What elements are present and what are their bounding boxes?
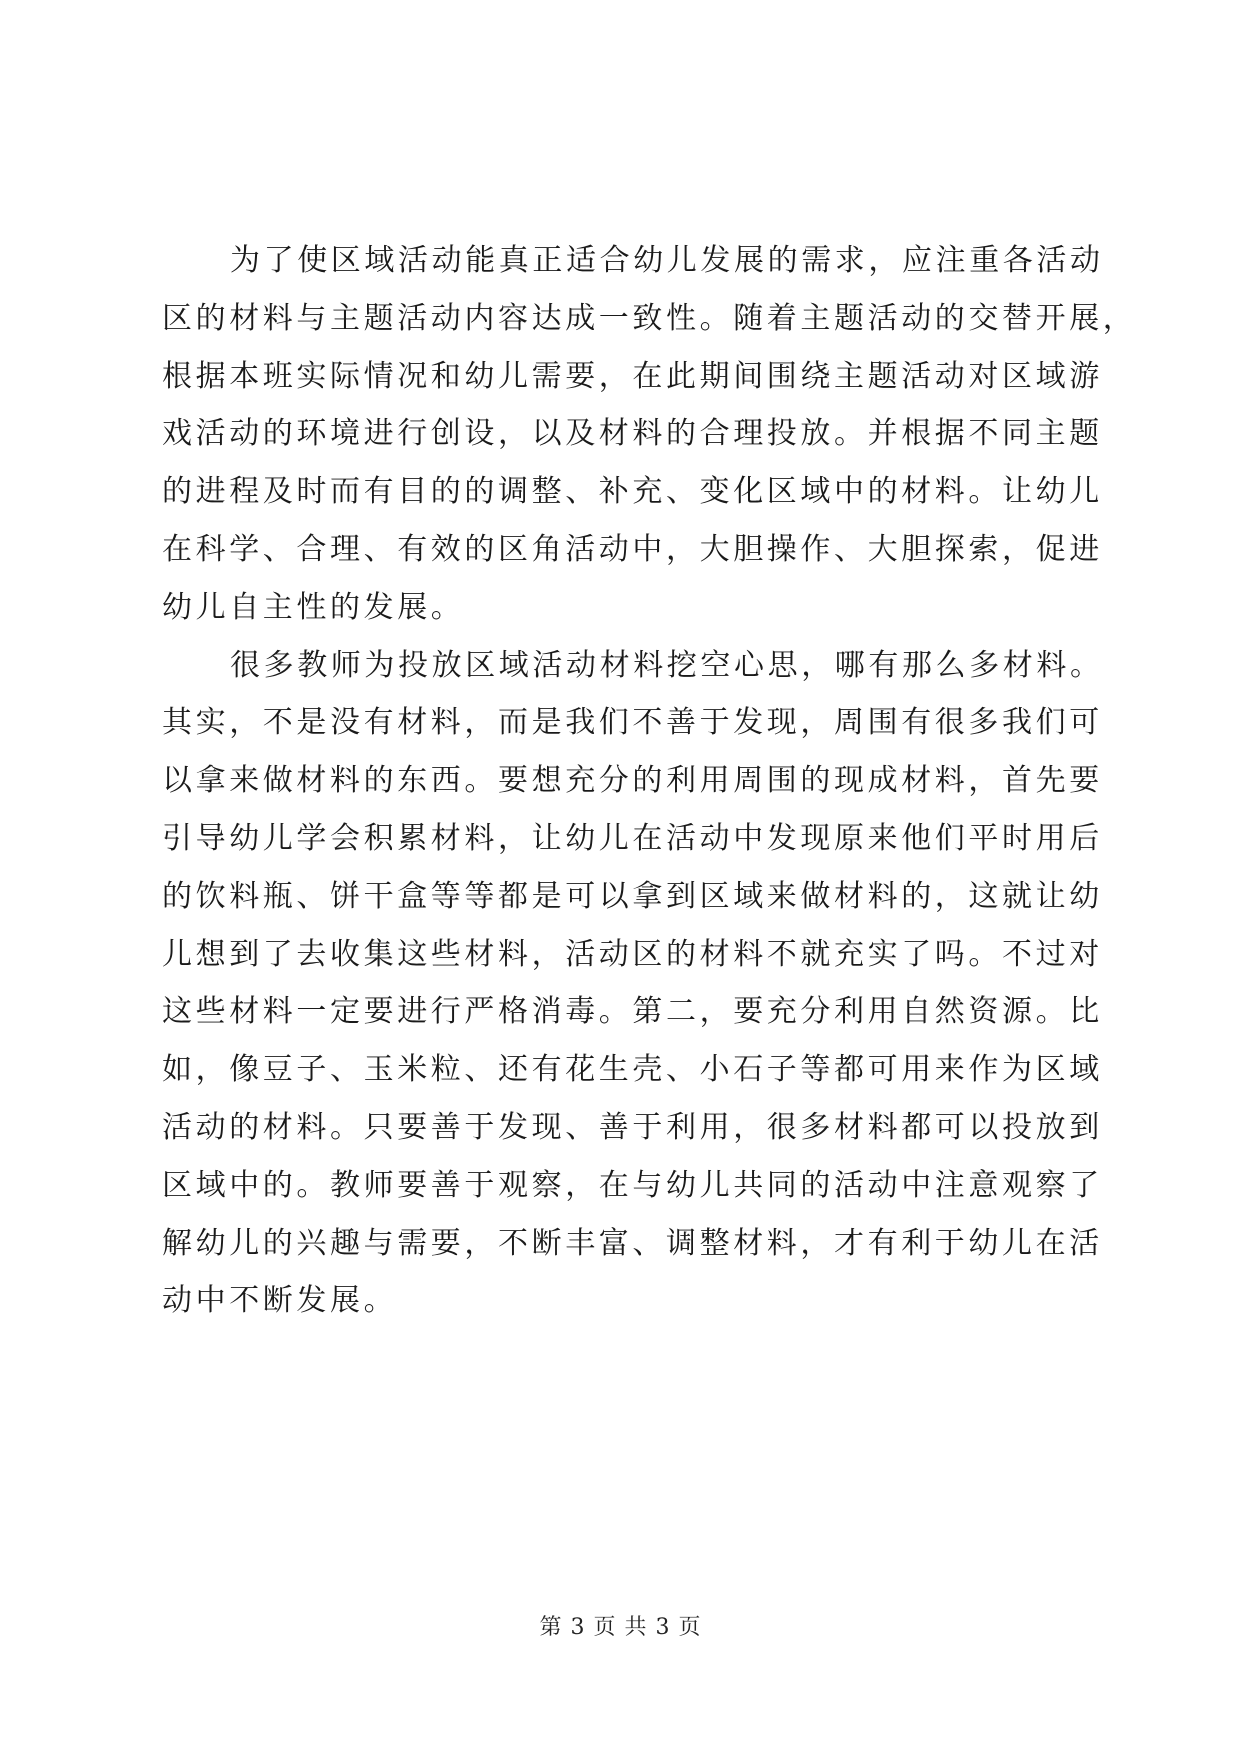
text-line: 的饮料瓶、饼干盒等等都是可以拿到区域来做材料的，这就让幼 xyxy=(162,878,1103,914)
text-line: 其实，不是没有材料，而是我们不善于发现，周围有很多我们可 xyxy=(162,705,1103,741)
text-line: 活动的材料。只要善于发现、善于利用，很多材料都可以投放到 xyxy=(162,1109,1103,1145)
text-line: 区域中的。教师要善于观察，在与幼儿共同的活动中注意观察了 xyxy=(162,1167,1103,1203)
text-line: 幼儿自主性的发展。 xyxy=(162,589,465,625)
text-line: 解幼儿的兴趣与需要，不断丰富、调整材料，才有利于幼儿在活 xyxy=(162,1225,1103,1261)
text-line: 在科学、合理、有效的区角活动中，大胆操作、大胆探索，促进 xyxy=(162,531,1103,567)
text-line: 以拿来做材料的东西。要想充分的利用周围的现成材料，首先要 xyxy=(162,763,1103,799)
text-line: 的进程及时而有目的的调整、补充、变化区域中的材料。让幼儿 xyxy=(162,474,1103,510)
paragraph-2 xyxy=(162,637,1102,1331)
text-line: 根据本班实际情况和幼儿需要，在此期间围绕主题活动对区域游 xyxy=(162,358,1103,394)
text-line: 引导幼儿学会积累材料，让幼儿在活动中发现原来他们平时用后 xyxy=(162,820,1103,856)
text-line: 动中不断发展。 xyxy=(162,1283,398,1319)
text-line: 如，像豆子、玉米粒、还有花生壳、小石子等都可用来作为区域 xyxy=(162,1052,1103,1088)
text-line: 区的材料与主题活动内容达成一致性。随着主题活动的交替开展， xyxy=(162,300,1137,336)
text-line: 这些材料一定要进行严格消毒。第二，要充分利用自然资源。比 xyxy=(162,994,1103,1030)
document-body xyxy=(162,232,1137,1330)
paragraph-1 xyxy=(162,232,1137,637)
text-line: 戏活动的环境进行创设，以及材料的合理投放。并根据不同主题 xyxy=(162,416,1103,452)
text-line: 很多教师为投放区域活动材料挖空心思，哪有那么多材料。 xyxy=(230,647,1104,683)
text-line: 为了使区域活动能真正适合幼儿发展的需求，应注重各活动 xyxy=(230,243,1104,278)
text-line: 儿想到了去收集这些材料，活动区的材料不就充实了吗。不过对 xyxy=(162,936,1103,972)
page-number-footer: 第 3 页 共 3 页 xyxy=(539,1615,702,1640)
